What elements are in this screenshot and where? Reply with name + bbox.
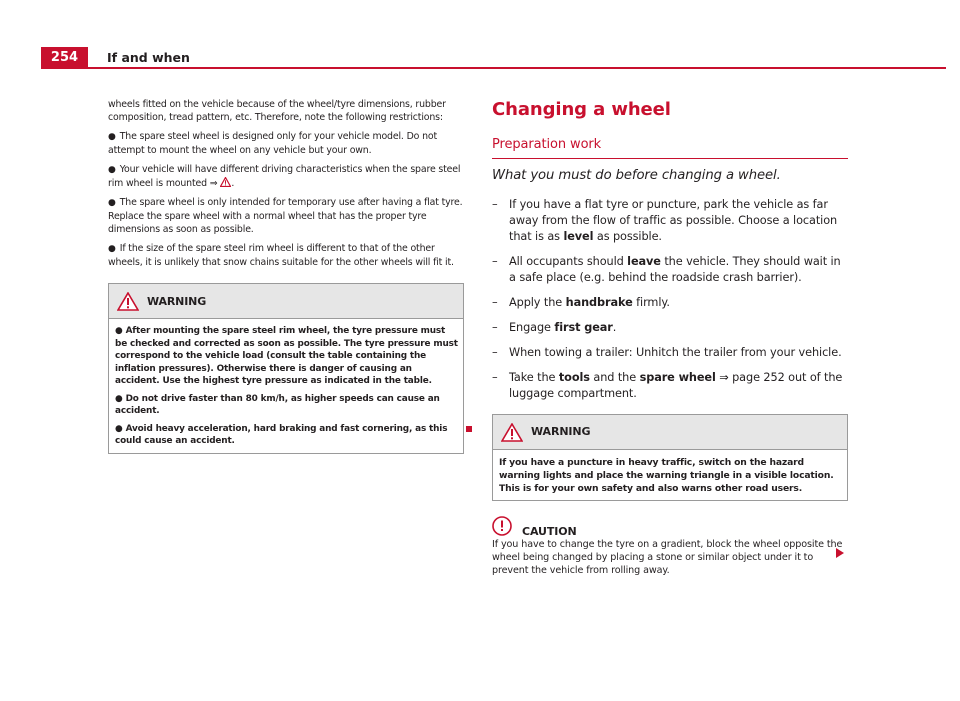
step-item: – Engage first gear. <box>492 320 848 336</box>
chapter-title: If and when <box>107 50 190 65</box>
warning-item: ● After mounting the spare steel rim wheel, the tyre pressure must be checked and corrected as soon as possible. The tyre pressure must correspond to the vehicle load (consult the table containing the inflation pressures). Otherwise there is danger of causing an accident. Use the highest tyre pressure as indicated in the table. <box>115 326 458 386</box>
bullet-icon: ● <box>108 165 116 175</box>
left-intro-text: wheels fitted on the vehicle because of the wheel/tyre dimensions, rubber composition, tread pattern, etc. Therefore, note the following restrictions: <box>108 99 446 123</box>
bullet-icon: ● <box>108 244 116 254</box>
bullet-item: ● The spare wheel is only intended for temporary use after having a flat tyre. Replace the spare wheel with a normal wheel that has the proper tyre dimensions as soon as possible. <box>108 197 463 235</box>
bullet-item: ● Your vehicle will have different driving characteristics when the spare steel rim wheel is mounted ⇒ . <box>108 164 461 189</box>
step-item: – All occupants should leave the vehicle. They should wait in a safe place (e.g. behind the roadside crash barrier). <box>492 254 848 286</box>
caution-label: CAUTION <box>522 524 577 538</box>
bullet-icon: ● <box>108 198 116 208</box>
warning-body <box>109 319 463 453</box>
bullet-icon: ● <box>115 326 123 336</box>
caution-text: If you have to change the tyre on a gradient, block the wheel opposite the wheel being changed by placing a stone or similar object under it to prevent the vehicle from rolling away. <box>492 539 843 576</box>
warning-item: ● Avoid heavy acceleration, hard braking and fast cornering, as this could cause an accident. <box>115 423 448 446</box>
bullet-icon: ● <box>108 132 116 142</box>
warning-label: WARNING <box>147 294 207 308</box>
exclamation-circle-icon <box>492 516 512 536</box>
warning-label: WARNING <box>531 425 591 438</box>
reference-arrow[interactable]: ⇒ <box>209 178 218 189</box>
step-item: – When towing a trailer: Unhitch the trailer from your vehicle. <box>492 345 848 361</box>
warning-triangle-icon <box>117 292 139 311</box>
warning-item: ● Do not drive faster than 80 km/h, as higher speeds can cause an accident. <box>115 393 440 416</box>
step-item: – If you have a flat tyre or puncture, park the vehicle as far away from the flow of traffic as possible. Choose a location that is as level as possible. <box>492 197 848 245</box>
page-number: 254 <box>41 47 88 69</box>
warning-body: If you have a puncture in heavy traffic, switch on the hazard warning lights and place the warning triangle in a visible location. This is for your own safety and also warns other road users. <box>499 457 834 494</box>
caution-block <box>492 515 848 577</box>
subsection-title: Preparation work <box>492 136 848 159</box>
bullet-item: ● If the size of the spare steel rim wheel is different to that of the other wheels, it is unlikely that snow chains suitable for the other wheels will fit it. <box>108 243 454 268</box>
page-header <box>41 47 946 69</box>
warning-box <box>108 283 464 454</box>
warning-triangle-icon <box>220 177 231 187</box>
steps-list <box>492 197 848 402</box>
section-title: Changing a wheel <box>492 99 671 120</box>
step-item: – Take the tools and the spare wheel ⇒ page 252 out of the luggage compartment. <box>492 370 848 402</box>
section-end-marker <box>466 426 472 432</box>
left-column <box>108 98 464 454</box>
warning-header <box>109 284 463 319</box>
section-intro: What you must do before changing a wheel. <box>492 168 781 183</box>
continue-arrow-icon <box>836 548 844 558</box>
warning-header <box>493 415 847 450</box>
bullet-icon: ● <box>115 393 123 404</box>
bullet-icon: ● <box>115 423 123 434</box>
right-column <box>492 98 848 577</box>
warning-box <box>492 414 848 501</box>
step-item: – Apply the handbrake firmly. <box>492 295 848 311</box>
warning-triangle-icon <box>501 423 523 442</box>
caution-header <box>492 515 848 537</box>
bullet-item: ● The spare steel wheel is designed only for your vehicle model. Do not attempt to mount the wheel on any vehicle but your own. <box>108 131 437 156</box>
